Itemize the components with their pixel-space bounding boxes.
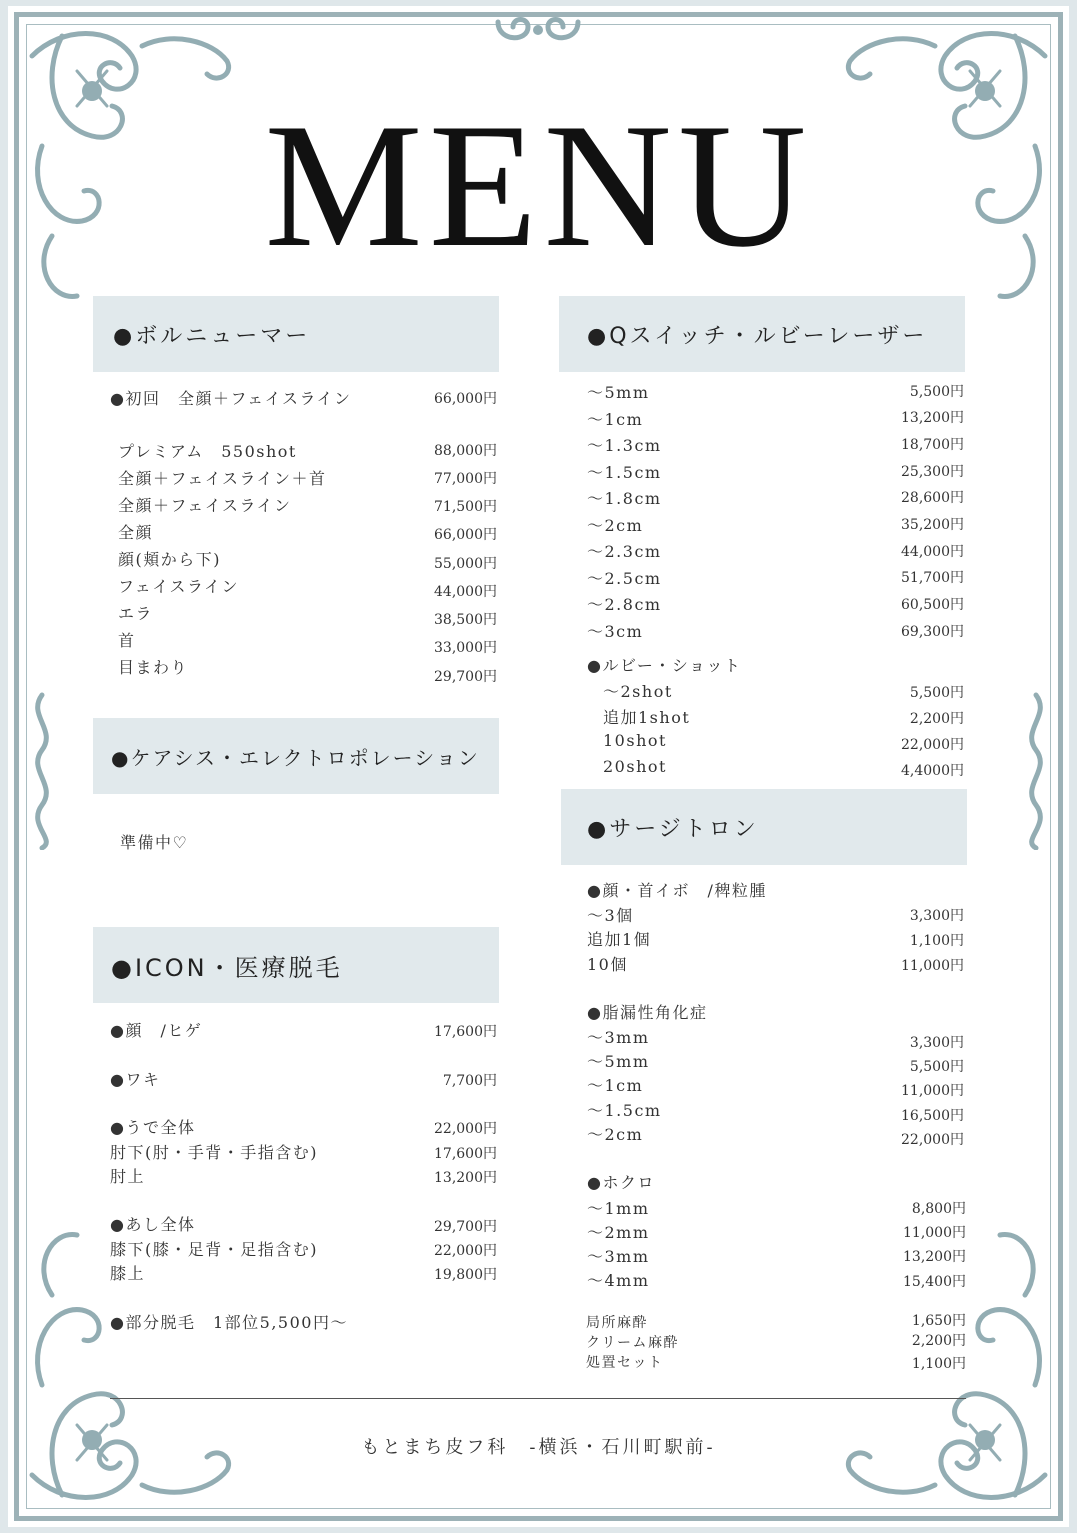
item-price: 3,300円	[909, 908, 964, 924]
item-label: ●部分脱毛 1部位5,500円～	[110, 1313, 348, 1332]
section-title: ●ボルニューマー	[113, 323, 311, 349]
top-center-ornament	[488, 12, 588, 52]
left-side-ornament	[22, 690, 62, 850]
item-price: 66,000円	[434, 527, 497, 543]
item-price: 28,600円	[901, 490, 964, 506]
sk-title: ●脂漏性角化症	[587, 1003, 708, 1022]
item-price: 35,200円	[901, 517, 964, 533]
item-price: 51,700円	[901, 570, 964, 586]
item-price: 25,300円	[901, 464, 964, 480]
item-price: 8,800円	[911, 1201, 966, 1217]
wart-title: ●顔・首イボ /稗粒腫	[587, 881, 767, 900]
item-label: 顔(頬から下)	[118, 550, 221, 569]
item-label: ～2cm	[587, 516, 644, 535]
item-label: 膝上	[110, 1264, 146, 1283]
item-label: 目まわり	[118, 658, 189, 677]
item-label: 肘上	[110, 1167, 146, 1186]
item-label: プレミアム 550shot	[118, 442, 297, 461]
item-label: ●あし全体	[110, 1215, 196, 1234]
item-price: 44,000円	[434, 584, 497, 600]
corner-ornament-bottom-left	[22, 1215, 242, 1515]
item-label: ～2.5cm	[587, 569, 662, 588]
item-price: 15,400円	[903, 1274, 966, 1290]
item-label: 処置セット	[586, 1355, 664, 1371]
item-price: 22,000円	[901, 737, 964, 753]
section-title: ●サージトロン	[587, 816, 759, 842]
item-price: 2,200円	[911, 1333, 966, 1349]
item-price: 22,000円	[434, 1243, 497, 1259]
item-label: ～1.3cm	[587, 436, 662, 455]
mole-title: ●ホクロ	[587, 1173, 655, 1192]
item-label: 肘下(肘・手背・手指含む)	[110, 1143, 318, 1162]
item-price: 1,100円	[909, 933, 964, 949]
item-price: 2,200円	[909, 711, 964, 727]
item-label: ～3mm	[587, 1028, 650, 1047]
item-price: 44,000円	[901, 544, 964, 560]
item-price: 17,600円	[434, 1146, 497, 1162]
item-price: 66,000円	[434, 391, 497, 407]
footer-divider	[110, 1398, 966, 1399]
section-header-surgitron	[561, 789, 967, 865]
item-price: 60,500円	[901, 597, 964, 613]
item-price: 13,200円	[901, 410, 964, 426]
item-label: ～4mm	[587, 1271, 650, 1290]
item-label: ●初回 全顔＋フェイスライン	[110, 389, 352, 408]
item-price: 11,000円	[903, 1225, 966, 1241]
item-price: 29,700円	[434, 1219, 497, 1235]
item-label: エラ	[118, 604, 154, 623]
item-price: 22,000円	[434, 1121, 497, 1137]
section-header-qswitch	[559, 296, 965, 372]
item-label: ～3cm	[587, 622, 644, 641]
item-label: ～2.3cm	[587, 542, 662, 561]
item-label: 10個	[587, 955, 628, 974]
item-label: 首	[118, 631, 136, 650]
item-price: 5,500円	[909, 1059, 964, 1075]
item-price: 1,650円	[911, 1313, 966, 1329]
item-label: ～2shot	[603, 682, 673, 701]
item-label: 追加1個	[587, 930, 652, 949]
item-label: ～3mm	[587, 1247, 650, 1266]
item-label: ～1cm	[587, 1076, 644, 1095]
item-price: 77,000円	[434, 471, 497, 487]
item-price: 11,000円	[901, 958, 964, 974]
item-price: 22,000円	[901, 1132, 964, 1148]
item-label: 局所麻酔	[586, 1315, 648, 1331]
item-label: ～5mm	[587, 383, 650, 402]
item-price: 18,700円	[901, 437, 964, 453]
preparing-note: 準備中♡	[120, 833, 189, 852]
item-label: ～1mm	[587, 1199, 650, 1218]
item-price: 5,500円	[909, 384, 964, 400]
item-label: 10shot	[603, 731, 667, 750]
item-price: 3,300円	[909, 1035, 964, 1051]
item-label: 全顔＋フェイスライン	[118, 496, 292, 515]
item-label: ～1.8cm	[587, 489, 662, 508]
item-label: ～2cm	[587, 1125, 644, 1144]
item-price: 1,100円	[911, 1356, 966, 1372]
section-header-caci	[93, 718, 499, 794]
item-label: ●ワキ	[110, 1070, 161, 1089]
item-label: 20shot	[603, 757, 667, 776]
item-price: 13,200円	[434, 1170, 497, 1186]
section-header-volnewmer	[93, 296, 499, 372]
item-label: 膝下(膝・足背・足指含む)	[110, 1240, 318, 1259]
item-label: 全顔	[118, 523, 154, 542]
section-title: ●Qスイッチ・ルビーレーザー	[587, 323, 928, 349]
section-title: ●ケアシス・エレクトロポレーション	[111, 745, 480, 770]
item-label: クリーム麻酔	[586, 1335, 679, 1351]
item-price: 33,000円	[434, 640, 497, 656]
item-price: 11,000円	[901, 1083, 964, 1099]
item-price: 71,500円	[434, 499, 497, 515]
item-price: 16,500円	[901, 1108, 964, 1124]
item-label: ～1cm	[587, 410, 644, 429]
item-price: 13,200円	[903, 1249, 966, 1265]
section-title: ●ICON・医療脱毛	[111, 953, 343, 982]
item-price: 88,000円	[434, 443, 497, 459]
item-label: ～5mm	[587, 1052, 650, 1071]
item-label: ～2mm	[587, 1223, 650, 1242]
item-label: ～1.5cm	[587, 463, 662, 482]
item-label: ～1.5cm	[587, 1101, 662, 1120]
item-price: 19,800円	[434, 1267, 497, 1283]
section-header-icon	[93, 927, 499, 1003]
item-label: ～2.8cm	[587, 595, 662, 614]
item-price: 38,500円	[434, 612, 497, 628]
item-label: フェイスライン	[118, 577, 240, 596]
item-price: 69,300円	[901, 624, 964, 640]
item-price: 5,500円	[909, 685, 964, 701]
ruby-shot-title: ●ルビー・ショット	[587, 656, 742, 675]
item-label: 全顔＋フェイスライン＋首	[118, 469, 327, 488]
item-price: 4,4000円	[901, 763, 964, 779]
right-side-ornament	[1016, 690, 1056, 850]
item-price: 17,600円	[434, 1024, 497, 1040]
page-title: MENU	[264, 86, 813, 284]
item-label: ～3個	[587, 906, 634, 925]
item-label: ●顔 /ヒゲ	[110, 1021, 203, 1040]
item-label: 追加1shot	[603, 708, 691, 727]
clinic-name: もとまち皮フ科 -横浜・石川町駅前-	[361, 1437, 716, 1458]
item-price: 29,700円	[434, 669, 497, 685]
item-price: 7,700円	[442, 1073, 497, 1089]
item-price: 55,000円	[434, 556, 497, 572]
item-label: ●うで全体	[110, 1118, 196, 1137]
